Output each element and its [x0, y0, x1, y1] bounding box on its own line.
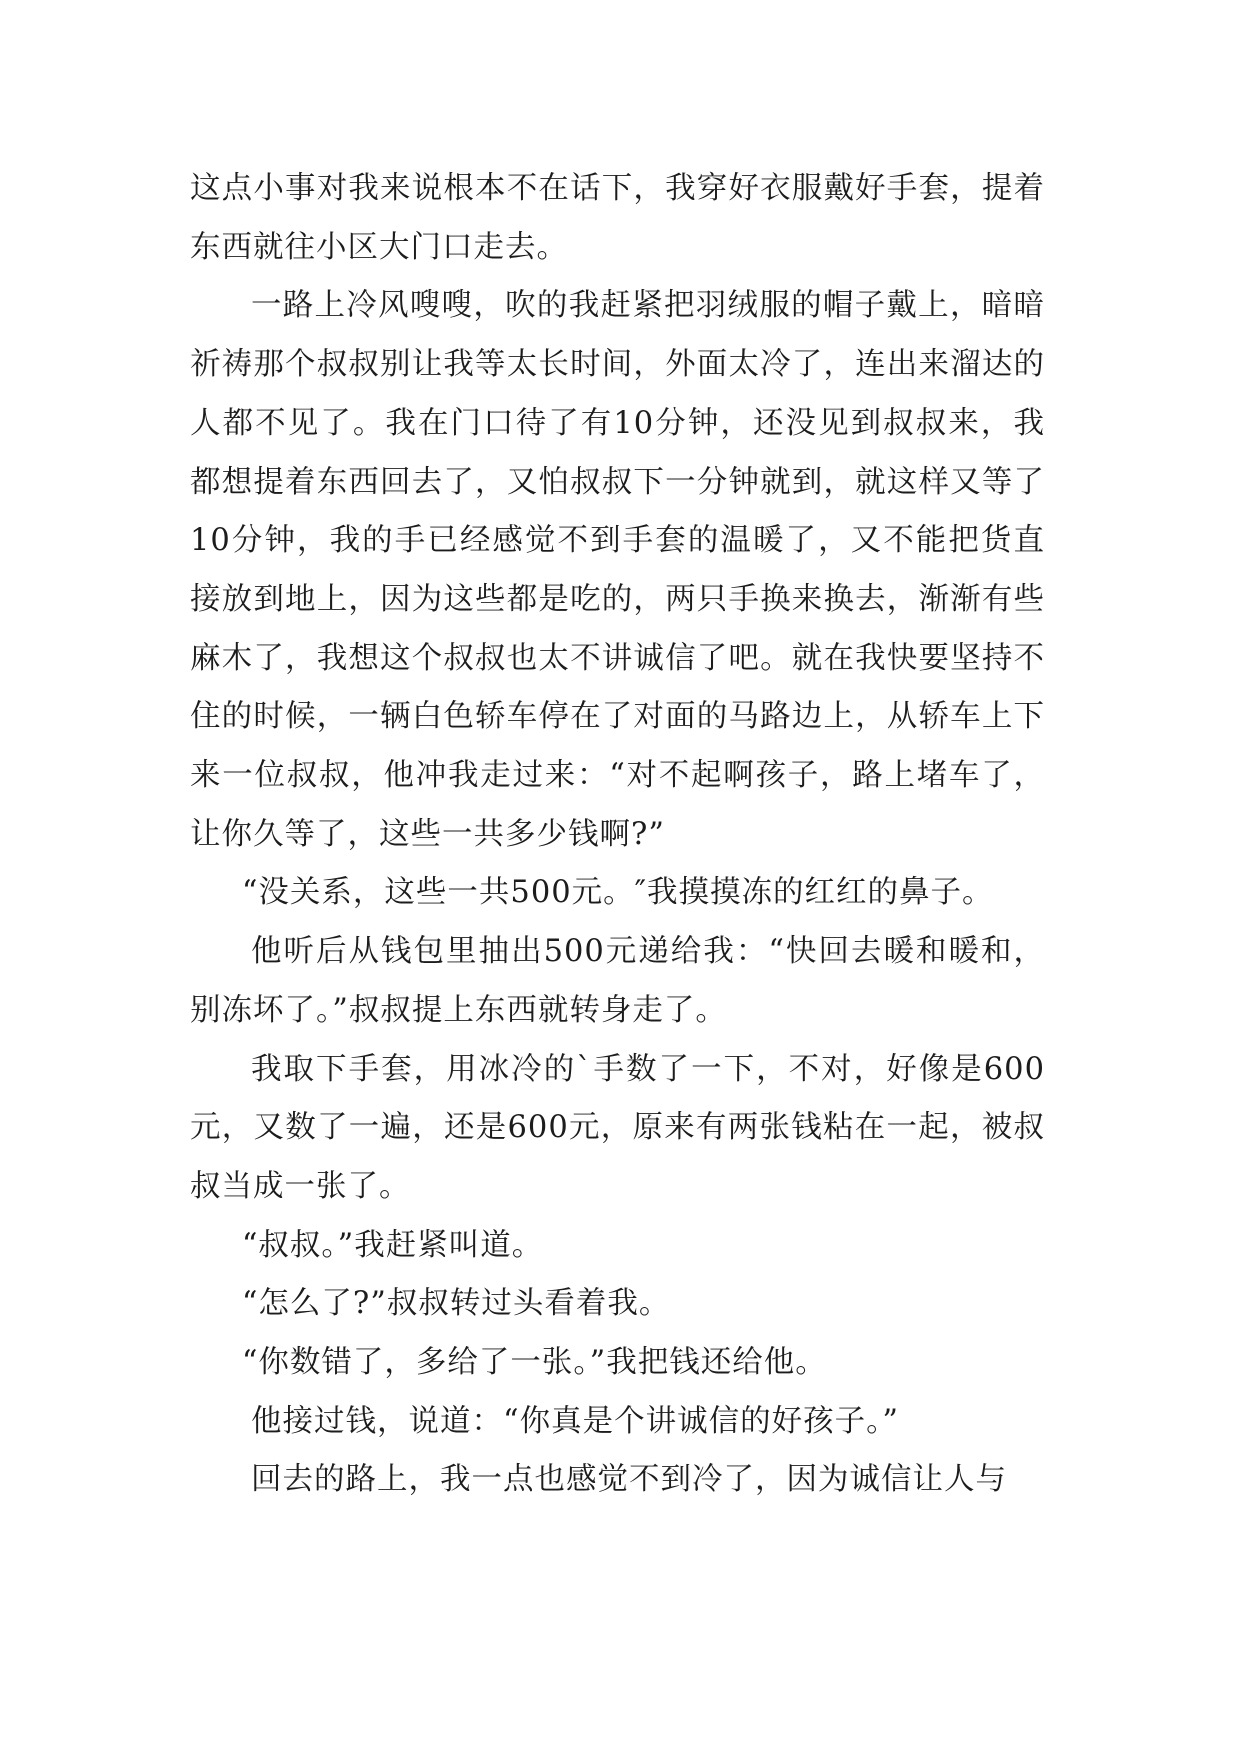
- paragraph: “叔叔。”我赶紧叫道。: [241, 1227, 544, 1263]
- paragraph: 我取下手套，用冰冷的`手数了一下，不对，好像是600元，又数了一遍，还是600元，原来有两张钱粘在一起，被叔叔当成一张了。: [190, 1051, 1045, 1204]
- paragraph: 这点小事对我来说根本不在话下，我穿好衣服戴好手套，提着东西就往小区大门口走去。: [190, 171, 1045, 265]
- paragraph: 他接过钱，说道：“你真是个讲诚信的好孩子。”: [251, 1403, 899, 1439]
- paragraph: 一路上冷风嗖嗖，吹的我赶紧把羽绒服的帽子戴上，暗暗祈祷那个叔叔别让我等太长时间，外面太冷了，连出来溜达的人都不见了。我在门口待了有10分钟，还没见到叔叔来，我都想提着东西回去了，又怕叔叔下一分钟就到，就这样又等了10分钟，我的手已经感觉不到手套的温暖了，又不能把货直接放到地上，因为这些都是吃的，两只手换来换去，渐渐有些麻木了，我想这个叔叔也太不讲诚信了吧。就在我快要坚持不住的时候，一辆白色轿车停在了对面的马路边上，从轿车上下来一位叔叔，他冲我走过来：“对不起啊孩子，路上堵车了，让你久等了，这些一共多少钱啊?”: [190, 288, 1045, 852]
- paragraph: “没关系，这些一共500元。″我摸摸冻的红红的鼻子。: [241, 875, 994, 911]
- paragraph: 回去的路上，我一点也感觉不到冷了，因为诚信让人与: [251, 1462, 1007, 1498]
- document-body: [190, 160, 1045, 1510]
- paragraph: “怎么了?”叔叔转过头看着我。: [241, 1286, 671, 1322]
- paragraph: “你数错了，多给了一张。”我把钱还给他。: [241, 1345, 827, 1381]
- paragraph: 他听后从钱包里抽出500元递给我：“快回去暖和暖和，别冻坏了。”叔叔提上东西就转身走了。: [190, 934, 1045, 1028]
